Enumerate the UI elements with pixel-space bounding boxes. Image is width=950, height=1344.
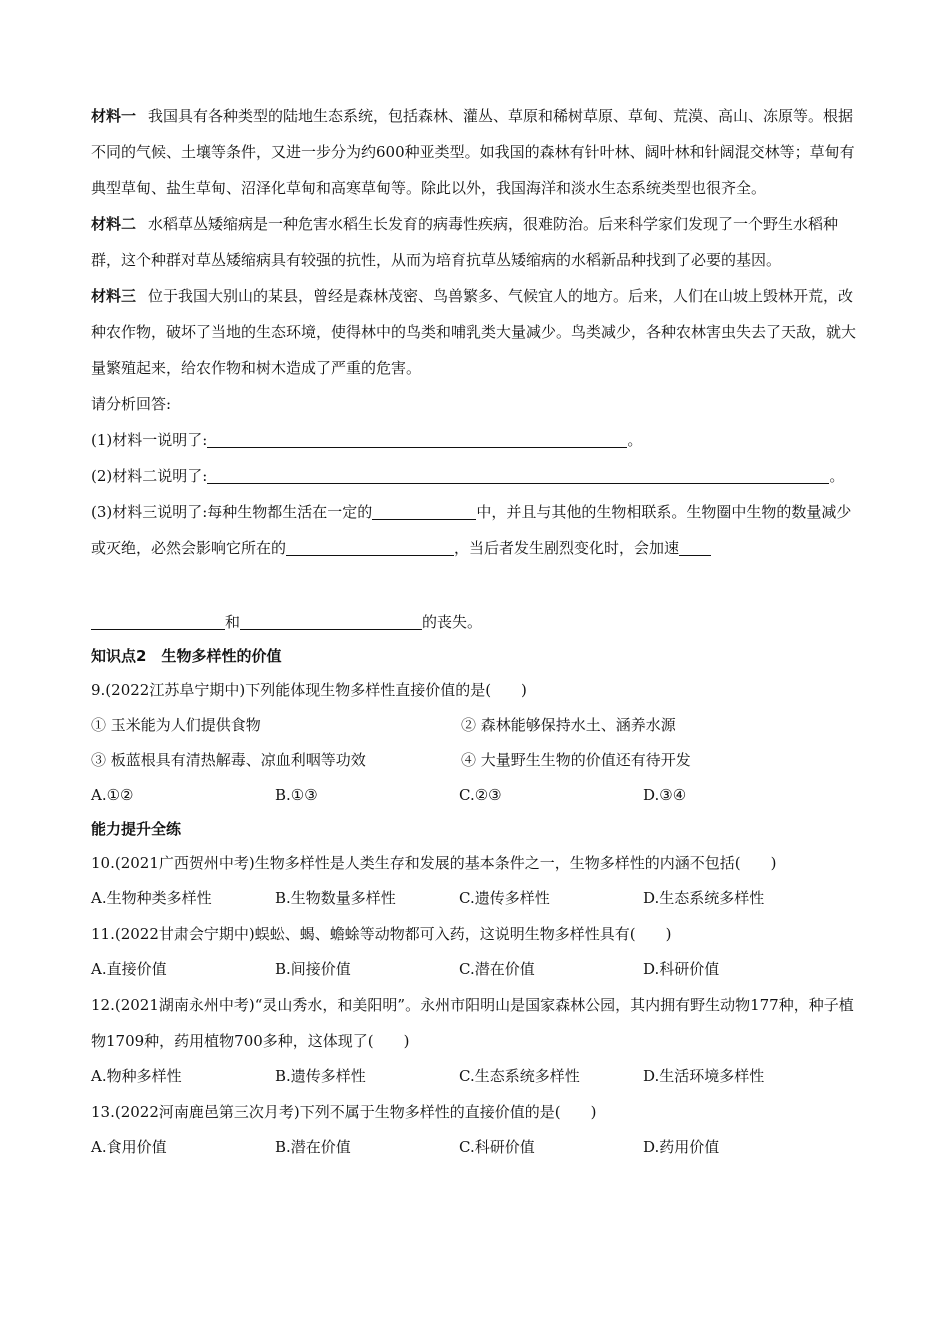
material-1: [91, 98, 859, 206]
q3-part2: 中，并且与其他的生物相联系。生物圈中生物的数量减少或灭绝，必然会影响它所在的: [91, 503, 852, 557]
option-a[interactable]: A.生物种类多样性: [91, 889, 212, 907]
question-13-stem: 13.(2022河南鹿邑第三次月考)下列不属于生物多样性的直接价值的是( ): [91, 1103, 597, 1121]
question-10-stem: 10.(2021广西贺州中考)生物多样性是人类生存和发展的基本条件之一，生物多样性的内涵不包括( ): [91, 854, 777, 872]
option-a[interactable]: A.物种多样性: [91, 1067, 182, 1085]
q2-prefix: (2)材料二说明了:: [91, 467, 208, 485]
q2-suffix: 。: [829, 467, 845, 485]
material-text: 位于我国大别山的某县，曾经是森林茂密、鸟兽繁多、气候宜人的地方。后来，人们在山坡上毁林开荒，改种农作物，破坏了当地的生态环境，使得林中的鸟类和哺乳类大量减少。鸟类减少，各种农林害虫失去了天敌，就大量繁殖起来，给农作物和树木造成了严重的危害。: [91, 287, 857, 377]
q3-part3: ，当后者发生剧烈变化时，会加速: [454, 539, 680, 557]
option-a[interactable]: A.食用价值: [91, 1138, 167, 1156]
q3-part5: 的丧失。: [422, 613, 483, 631]
q9-items-row: [91, 743, 859, 778]
option-d[interactable]: D.生态系统多样性: [643, 889, 765, 907]
material-text: 我国具有各种类型的陆地生态系统，包括森林、灌丛、草原和稀树草原、草甸、荒漠、高山、冻原等。根据不同的气候、土壤等条件，又进一步分为约600种亚类型。如我国的森林有针叶林、阔叶林和针阔混交林等；草甸有典型草甸、盐生草甸、沼泽化草甸和高寒草甸等。除此以外，我国海洋和淡水生态系统类型也很齐全。: [91, 107, 855, 197]
material-3: [91, 278, 859, 386]
option-a[interactable]: A.直接价值: [91, 960, 167, 978]
q9-item: ④ 大量野生生物的价值还有待开发: [461, 751, 691, 769]
material-2: [91, 206, 859, 278]
option-c[interactable]: C.科研价值: [459, 1138, 535, 1156]
material-label: 材料一: [91, 107, 137, 125]
material-label: 材料二: [91, 215, 137, 233]
q9-options: [91, 778, 859, 813]
q9-item: ② 森林能够保持水土、涵养水源: [461, 716, 676, 734]
option-a[interactable]: A.①②: [91, 786, 134, 804]
q9-items-row: [91, 708, 859, 743]
option-c[interactable]: C.生态系统多样性: [459, 1067, 580, 1085]
option-b[interactable]: B.①③: [275, 786, 318, 804]
q11-options: [91, 952, 859, 987]
option-b[interactable]: B.潜在价值: [275, 1138, 351, 1156]
question-3: [91, 494, 859, 566]
answer-blank[interactable]: [679, 537, 711, 556]
option-b[interactable]: B.遗传多样性: [275, 1067, 366, 1085]
q9-item: ① 玉米能为人们提供食物: [91, 716, 261, 734]
section-heading-knowledge-2: 知识点2 生物多样性的价值: [91, 647, 282, 665]
answer-blank[interactable]: [286, 537, 454, 556]
option-c[interactable]: C.②③: [459, 786, 502, 804]
option-d[interactable]: D.③④: [643, 786, 687, 804]
spacer: [91, 566, 859, 604]
q10-options: [91, 881, 859, 916]
answer-blank[interactable]: [372, 501, 476, 520]
section-heading-ability: 能力提升全练: [91, 820, 182, 838]
answer-blank[interactable]: [207, 429, 627, 448]
q13-options: [91, 1130, 859, 1165]
q12-options: [91, 1059, 859, 1094]
option-d[interactable]: D.药用价值: [643, 1138, 720, 1156]
question-2: [91, 458, 859, 494]
q1-prefix: (1)材料一说明了:: [91, 431, 208, 449]
q3-part1: (3)材料三说明了:每种生物都生活在一定的: [91, 503, 373, 521]
question-11-stem: 11.(2022甘肃会宁期中)蜈蚣、蝎、蟾蜍等动物都可入药，这说明生物多样性具有( ): [91, 925, 672, 943]
worksheet-page: [91, 98, 859, 1165]
option-c[interactable]: C.遗传多样性: [459, 889, 550, 907]
option-b[interactable]: B.间接价值: [275, 960, 351, 978]
answer-blank[interactable]: [207, 465, 829, 484]
question-9-stem: 9.(2022江苏阜宁期中)下列能体现生物多样性直接价值的是( ): [91, 681, 527, 699]
option-c[interactable]: C.潜在价值: [459, 960, 535, 978]
material-label: 材料三: [91, 287, 137, 305]
prompt-text: 请分析回答:: [91, 395, 172, 413]
answer-blank[interactable]: [91, 611, 225, 630]
option-b[interactable]: B.生物数量多样性: [275, 889, 396, 907]
answer-blank[interactable]: [240, 611, 422, 630]
question-1: [91, 422, 859, 458]
question-3-continued: [91, 604, 859, 640]
material-text: 水稻草丛矮缩病是一种危害水稻生长发育的病毒性疾病，很难防治。后来科学家们发现了一个野生水稻种群，这个种群对草丛矮缩病具有较强的抗性，从而为培育抗草丛矮缩病的水稻新品种找到了必要的基因。: [91, 215, 839, 269]
option-d[interactable]: D.科研价值: [643, 960, 720, 978]
q1-suffix: 。: [627, 431, 643, 449]
q9-item: ③ 板蓝根具有清热解毒、凉血利咽等功效: [91, 751, 366, 769]
option-d[interactable]: D.生活环境多样性: [643, 1067, 765, 1085]
question-12-stem: 12.(2021湖南永州中考)“灵山秀水，和美阳明”。永州市阳明山是国家森林公园，其内拥有野生动物177种，种子植物1709种，药用植物700多种，这体现了( ): [91, 996, 854, 1050]
q3-part4: 和: [225, 613, 241, 631]
